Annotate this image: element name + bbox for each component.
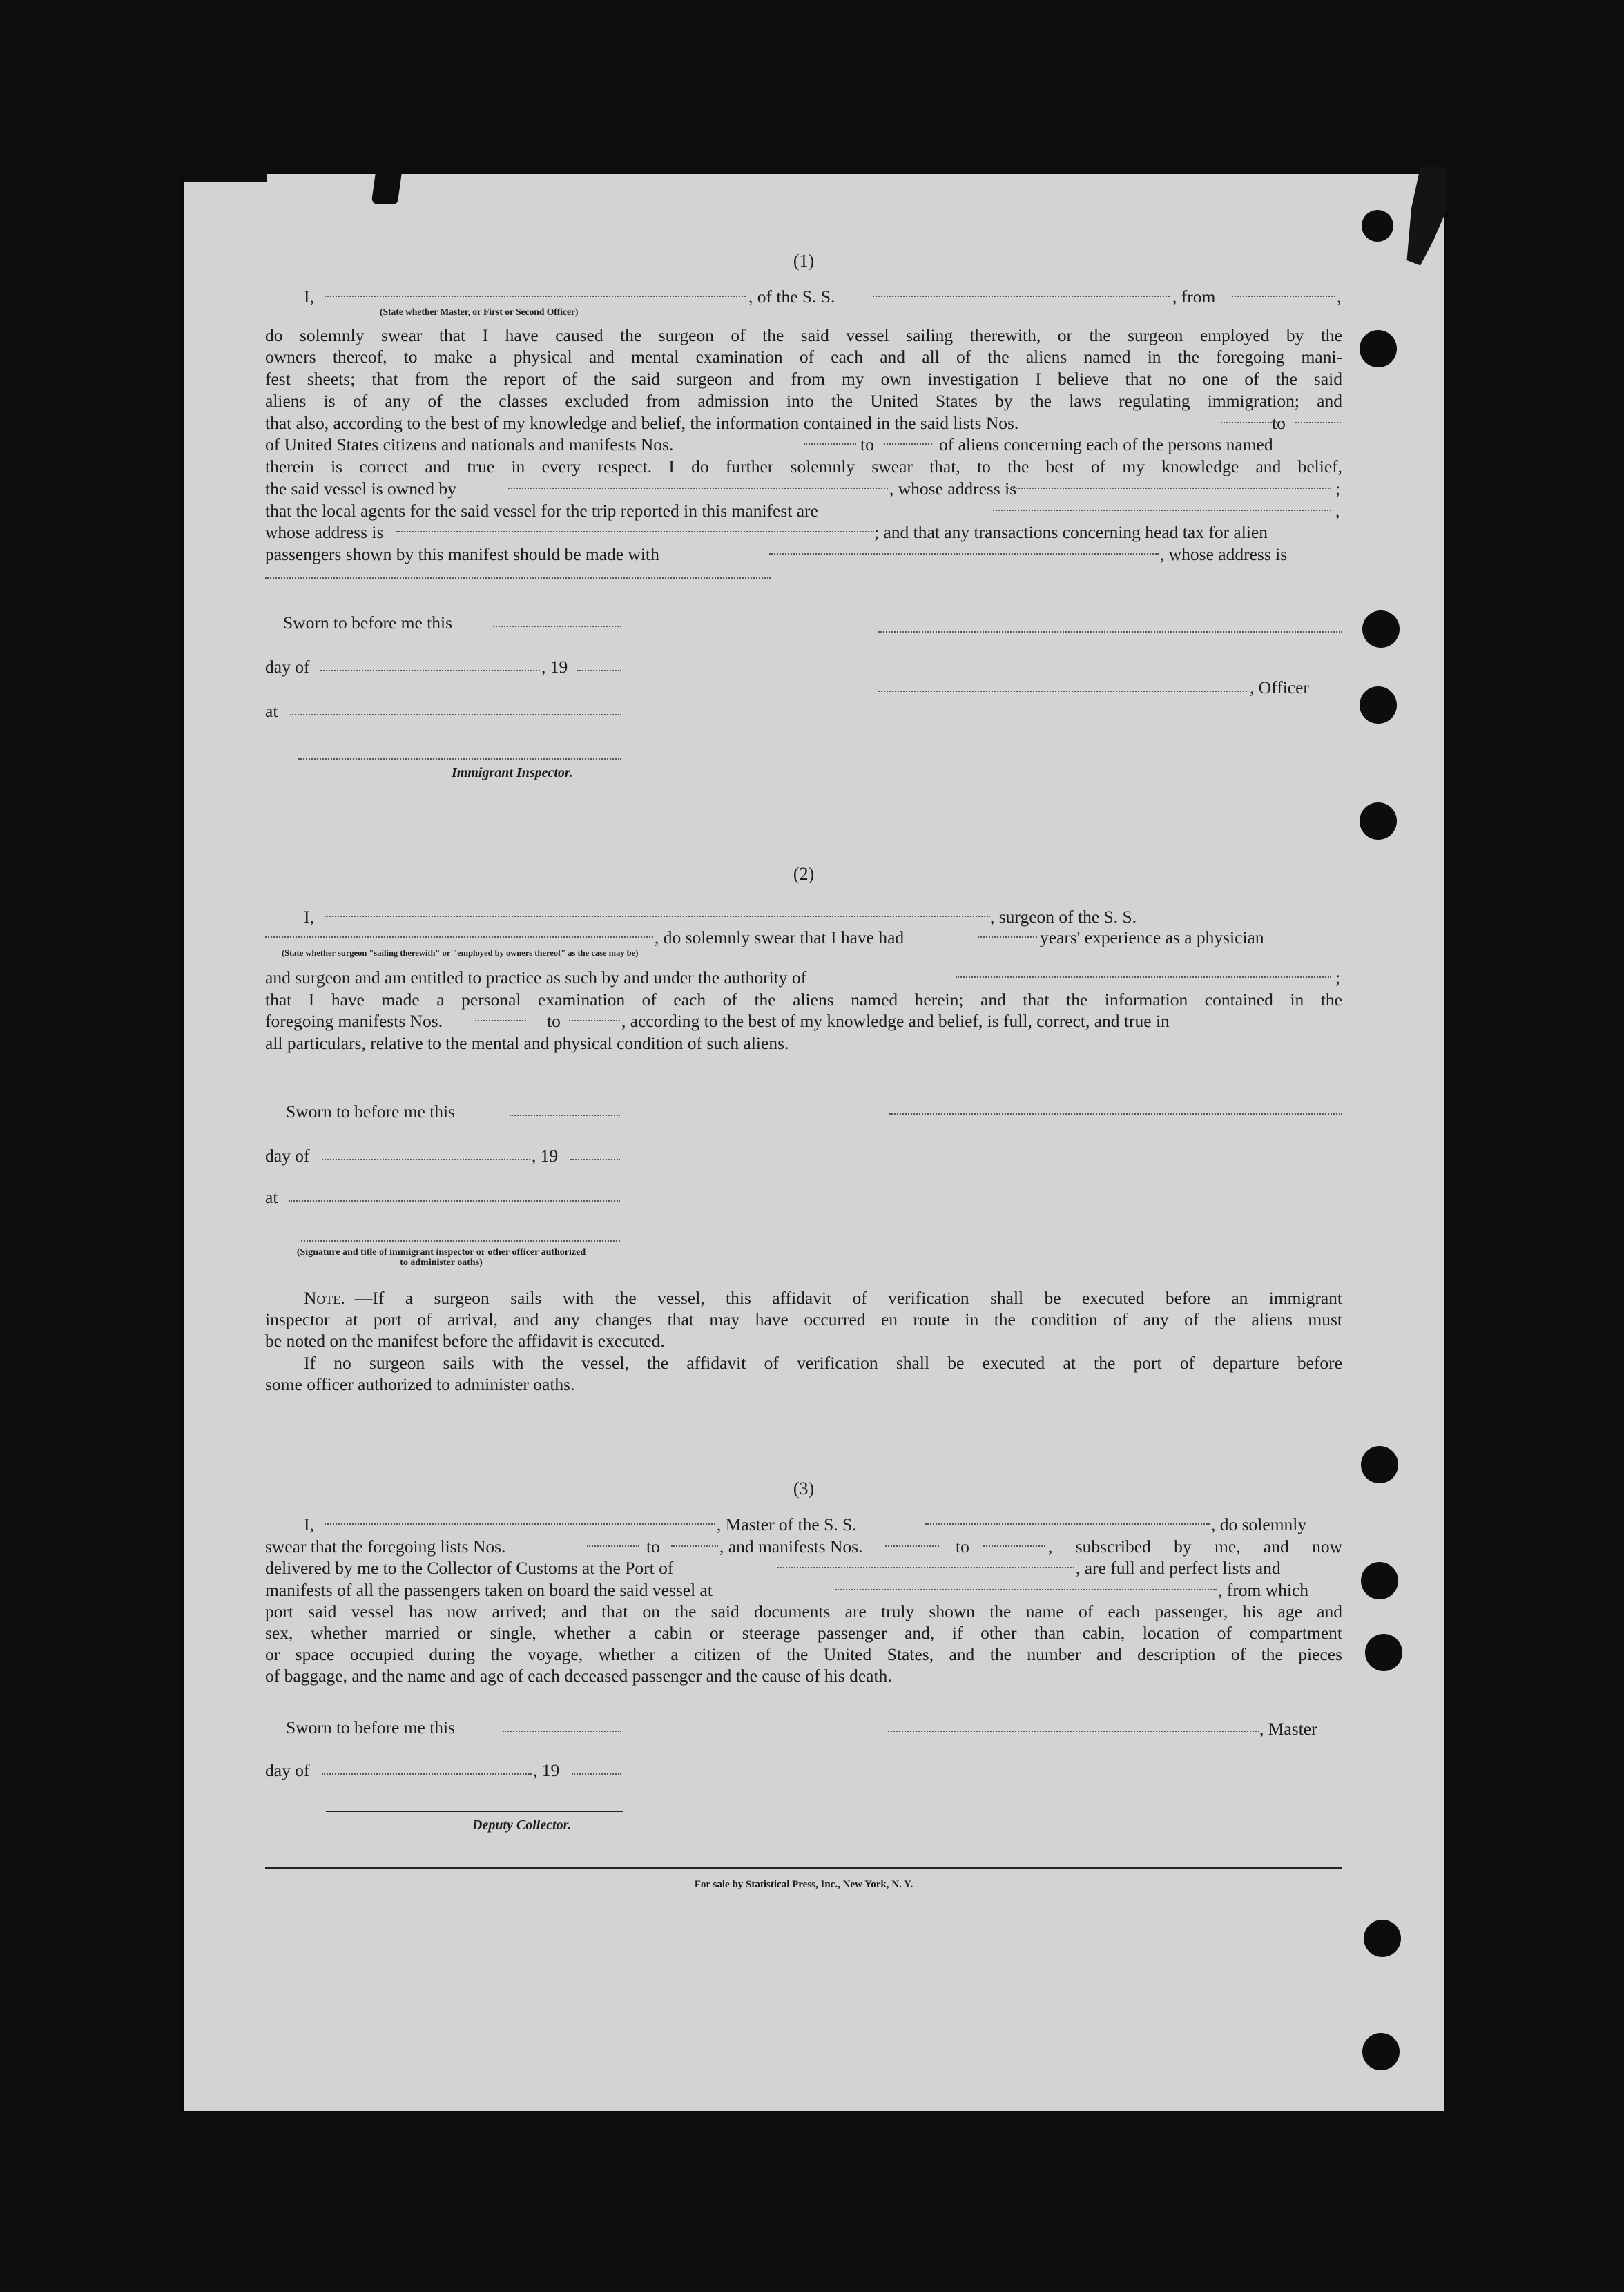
s2-year-label: , 19 — [532, 1146, 559, 1166]
s1-comma-2: , — [1335, 501, 1340, 521]
deputy-caption: Deputy Collector. — [472, 1818, 572, 1833]
s2-particulars-line: all particulars, relative to the mental and physical condition of such aliens. — [265, 1033, 789, 1053]
officer-note: (State whether Master, or First or Second Officer) — [380, 307, 579, 317]
s2-swear-label: , do solemnly swear that I have had — [655, 927, 905, 947]
s3-full-perfect: , are full and perfect lists and — [1076, 1558, 1281, 1578]
s1-to-label: to — [1272, 413, 1286, 433]
master-name-field[interactable] — [325, 1523, 715, 1525]
s3-body-line-2: sex, whether married or single, whether a cabin or steerage passenger and, if other than cabin, location of compartment — [265, 1623, 1342, 1643]
s1-at-label: at — [265, 701, 278, 721]
s1-owned-line — [265, 478, 1342, 500]
s1-us-citizens: of United States citizens and nationals and manifests Nos. — [265, 434, 674, 454]
note-line-5: some officer authorized to administer oaths. — [265, 1374, 575, 1394]
footer-rule — [265, 1867, 1342, 1869]
head-tax-address-field[interactable] — [265, 577, 771, 579]
s1-body-line-3: fest sheets; that from the report of the said surgeon and from my own investigation I believe that no one of the said — [265, 369, 1342, 389]
binder-hole — [1364, 1920, 1401, 1957]
s2-signature-caption: (Signature and title of immigrant inspector or other officer authorized to administer oaths) — [296, 1247, 586, 1268]
s1-lists-line — [265, 412, 1342, 434]
s1-inspector-signature[interactable] — [298, 758, 621, 760]
s2-sworn-label: Sworn to before me this — [286, 1101, 456, 1121]
s2-foregoing-label: foregoing manifests Nos. — [265, 1011, 443, 1031]
s1-agents-line — [265, 500, 1342, 522]
s1-day-field[interactable] — [320, 670, 540, 671]
s1-body-line-5: that also, according to the best of my knowledge and belief, the information contained in the said lists Nos. — [265, 413, 1019, 433]
owner-field[interactable] — [508, 488, 888, 489]
s3-body-line-1: port said vessel has now arrived; and that on the said documents are truly shown the name of each passenger, his age and — [265, 1601, 1342, 1621]
port-field[interactable] — [777, 1567, 1074, 1568]
s2-examination-line: that I have made a personal examination of each of the aliens named herein; and that the information contained in the — [265, 990, 1342, 1010]
s1-year-label: , 19 — [541, 657, 568, 677]
surgeon-note: (State whether surgeon "sailing therewith" or "employed by owners thereof" as the case may be) — [282, 948, 639, 958]
surgeon-ship-field[interactable] — [265, 936, 653, 938]
s3-body-line-4: of baggage, and the name and age of each deceased passenger and the cause of his death. — [265, 1666, 892, 1686]
s1-officer-label: , Officer — [1250, 677, 1309, 697]
s2-authority-line — [265, 967, 1342, 989]
lists-to-field[interactable] — [1295, 422, 1341, 423]
note-line-2: inspector at port of arrival, and any changes that may have occurred en route in the condition of any of the aliens must — [265, 1309, 1342, 1329]
s3-day-field[interactable] — [322, 1773, 532, 1775]
s3-delivered-line — [265, 1557, 1342, 1579]
departure-port-field[interactable] — [835, 1589, 1217, 1590]
s3-manifests-from-field[interactable] — [885, 1545, 939, 1547]
s3-swear-lists-label: swear that the foregoing lists Nos. — [265, 1537, 506, 1557]
s3-manifests-to-field[interactable] — [983, 1545, 1045, 1547]
binder-hole — [1362, 2033, 1400, 2070]
s2-authority-label: and surgeon and am entitled to practice as such by and under the authority of — [265, 967, 807, 988]
note-text-1: —If a surgeon sails with the vessel, this affidavit of verification shall be executed before an immigrant — [355, 1288, 1342, 1308]
s3-from-which: , from which — [1218, 1580, 1309, 1600]
s2-according-label: , according to the best of my knowledge and belief, is full, correct, and true in — [621, 1011, 1170, 1031]
s2-semicolon: ; — [1335, 967, 1341, 988]
note-label: Note. — [304, 1288, 345, 1308]
s3-swear-line — [265, 1536, 1342, 1558]
s2-at-label: at — [265, 1187, 278, 1207]
agents-address-field[interactable] — [396, 531, 874, 532]
owner-address-field[interactable] — [1008, 488, 1331, 489]
s3-manifests-all-label: manifests of all the passengers taken on board the said vessel at — [265, 1580, 713, 1600]
officer-name-field[interactable] — [325, 296, 746, 297]
section-1-number: (1) — [793, 251, 815, 271]
binder-hole — [1361, 1562, 1398, 1599]
note-line-3: be noted on the manifest before the affidavit is executed. — [265, 1331, 665, 1351]
page-tear-notch — [371, 170, 402, 204]
s3-sworn-field[interactable] — [503, 1731, 621, 1732]
s1-address2-line — [265, 521, 1342, 543]
s2-signature-line[interactable] — [889, 1113, 1342, 1115]
s3-ship-field[interactable] — [925, 1523, 1210, 1525]
s2-sworn-field[interactable] — [510, 1115, 620, 1116]
from-port-field[interactable] — [1232, 296, 1335, 297]
page-tear — [184, 162, 267, 182]
s1-inspector-caption: Immigrant Inspector. — [452, 765, 573, 780]
s3-lists-to-field[interactable] — [671, 1545, 718, 1547]
s2-manifests-from-field[interactable] — [475, 1020, 526, 1021]
s1-of-ss-label: , of the S. S. — [748, 287, 835, 307]
binder-hole — [1361, 1446, 1398, 1483]
s3-day-label: day of — [265, 1760, 310, 1780]
s1-whose-address2-label: whose address is — [265, 522, 384, 542]
s2-day-field[interactable] — [322, 1159, 530, 1160]
master-signature-field[interactable] — [888, 1731, 1259, 1732]
manifests-to-field[interactable] — [884, 443, 932, 445]
binder-hole — [1362, 610, 1400, 648]
s2-i-label: I, — [304, 907, 314, 927]
head-tax-contact-field[interactable] — [769, 553, 1159, 555]
s1-from-label: , from — [1172, 287, 1216, 307]
s1-whose-address-label: , whose address is — [889, 479, 1017, 499]
s3-delivered-label: delivered by me to the Collector of Customs at the Port of — [265, 1558, 674, 1578]
s3-i-label: I, — [304, 1514, 314, 1534]
s1-body-line-1: do solemnly swear that I have caused the surgeon of the said vessel sailing therewith, or the surgeon employed by the — [265, 325, 1342, 345]
s1-signature-line[interactable] — [878, 631, 1342, 633]
s3-year-field[interactable] — [572, 1773, 621, 1775]
s2-at-field[interactable] — [289, 1200, 620, 1202]
s3-sworn-label: Sworn to before me this — [286, 1717, 456, 1737]
s3-and-manifests: , and manifests Nos. — [719, 1537, 863, 1557]
deputy-signature-line[interactable] — [326, 1811, 623, 1812]
s1-i-label: I, — [304, 287, 314, 307]
binder-hole — [1360, 802, 1397, 840]
ship-name-field[interactable] — [873, 296, 1170, 297]
s2-foregoing-line — [265, 1010, 1342, 1032]
years-experience-field[interactable] — [978, 936, 1037, 938]
binder-hole — [1365, 1634, 1402, 1671]
s3-body-line-3: or space occupied during the voyage, whether a citizen of the United States, and the number and description of the pieces — [265, 1644, 1342, 1664]
s1-of-aliens: of aliens concerning each of the persons named — [939, 434, 1273, 454]
note-line-4: If no surgeon sails with the vessel, the affidavit of verification shall be executed at the port of departure before — [304, 1353, 1342, 1373]
s2-inspector-signature[interactable] — [301, 1240, 620, 1242]
s1-local-agents-label: that the local agents for the said vessel for the trip reported in this manifest are — [265, 501, 818, 521]
s1-body-line-4: aliens is of any of the classes excluded from admission into the United States by the laws regulating immigration; and — [265, 391, 1342, 411]
s1-passengers-line — [265, 543, 1342, 566]
s1-therein-line: therein is correct and true in every respect. I do further solemnly swear that, to the best of my knowledge and belief, — [265, 456, 1342, 476]
s2-surgeon-of-label: , surgeon of the S. S. — [990, 907, 1137, 927]
s2-manifests-to-field[interactable] — [569, 1020, 620, 1021]
s3-manifests-all-line — [265, 1579, 1342, 1601]
s3-do-solemnly: , do solemnly — [1211, 1514, 1307, 1534]
s1-head-tax: ; and that any transactions concerning head tax for alien — [874, 522, 1268, 542]
s3-subscribed: , subscribed by me, and now — [1048, 1537, 1342, 1557]
document-page — [184, 174, 1444, 2111]
s1-passengers-label: passengers shown by this manifest should be made with — [265, 544, 659, 564]
s1-to2-label: to — [860, 434, 874, 454]
s2-year-field[interactable] — [570, 1159, 620, 1160]
binder-hole — [1360, 330, 1397, 367]
section-2-number: (2) — [793, 864, 815, 884]
s1-comma: , — [1337, 287, 1342, 307]
s1-sworn-field[interactable] — [493, 626, 621, 627]
binder-hole — [1362, 210, 1393, 242]
s1-whose-address3-label: , whose address is — [1160, 544, 1288, 564]
manifests-from-field[interactable] — [804, 443, 856, 445]
s1-at-field[interactable] — [290, 714, 621, 715]
s2-to-label: to — [547, 1011, 561, 1031]
local-agents-field[interactable] — [993, 510, 1331, 511]
s1-body-line-2: owners thereof, to make a physical and mental examination of each and all of the aliens named in the foregoing mani- — [265, 347, 1342, 367]
authority-field[interactable] — [956, 976, 1331, 978]
s1-owned-by-label: the said vessel is owned by — [265, 479, 456, 499]
s3-lists-from-field[interactable] — [587, 1545, 639, 1547]
s1-manifests-line — [265, 434, 1342, 456]
s1-day-label: day of — [265, 657, 310, 677]
s3-to2-label: to — [956, 1537, 969, 1557]
s1-year-field[interactable] — [577, 670, 621, 671]
s1-semicolon: ; — [1335, 479, 1341, 499]
s2-day-label: day of — [265, 1146, 310, 1166]
s3-master-label: , Master — [1259, 1719, 1317, 1739]
s3-to-label: to — [646, 1537, 660, 1557]
binder-hole — [1360, 686, 1397, 724]
s2-years-label: years' experience as a physician — [1040, 927, 1264, 947]
s1-officer-field[interactable] — [878, 691, 1247, 692]
footer-text: For sale by Statistical Press, Inc., New York, N. Y. — [694, 1879, 914, 1890]
section-3-number: (3) — [793, 1479, 815, 1499]
s1-sworn-label: Sworn to before me this — [283, 613, 453, 633]
s3-year-label: , 19 — [533, 1760, 560, 1780]
s3-master-of-label: , Master of the S. S. — [717, 1514, 857, 1534]
surgeon-name-field[interactable] — [325, 916, 990, 917]
